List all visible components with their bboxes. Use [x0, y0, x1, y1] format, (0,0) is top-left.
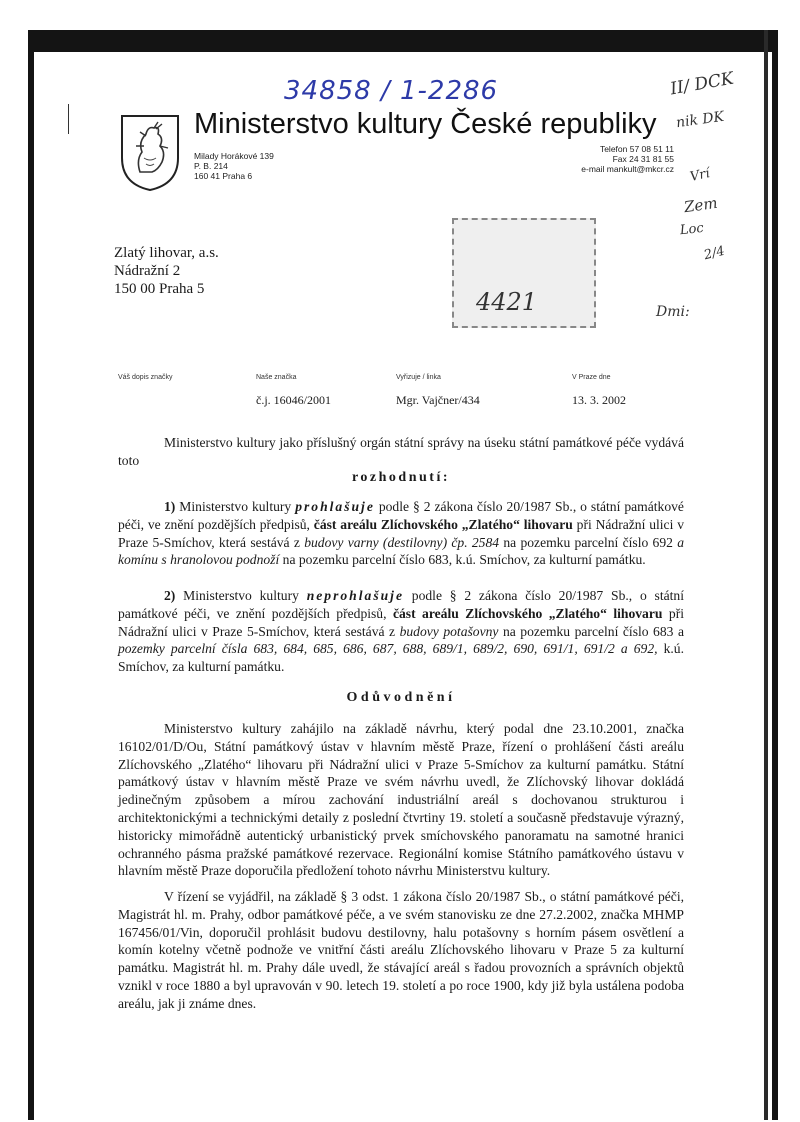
scan-border-left [28, 30, 34, 1120]
state-emblem-icon [118, 112, 182, 192]
handled-by: Mgr. Vajčner/434 [396, 393, 480, 407]
letter-date: 13. 3. 2002 [572, 393, 626, 407]
decision-number: 1) [164, 499, 176, 514]
intro-paragraph [118, 434, 684, 470]
handwritten-note-second: nik DK [675, 108, 726, 132]
handwritten-doc-note: Dmi: [656, 304, 690, 320]
ministry-name: Ministerstvo kultury České republiky [194, 108, 657, 140]
address-line: Milady Horákové 139 [194, 151, 274, 161]
decision-object: budovy potašovny [399, 623, 499, 639]
decision-text: při Nádražní ulici v Praze 5-Smíchov, která sestává z [118, 516, 684, 550]
scan-border-top [28, 30, 776, 52]
decision-verb: neprohlašuje [306, 588, 404, 603]
contact-email: e-mail mankult@mkcr.cz [581, 164, 674, 174]
decision-heading: rozhodnutí: [351, 470, 451, 485]
our-reference: č.j. 16046/2001 [256, 393, 331, 407]
address-line: 160 41 Praha 6 [194, 171, 253, 181]
scan-border-right-inner [764, 30, 768, 1120]
decision-text: k.ú. Smíchov, za kulturní památku. [118, 641, 684, 675]
decision-object: pozemky parcelní čísla 683, 684, 685, 686, 687, 688, 689/1, 689/2, 690, 691/1, 691/2 a 692, [118, 641, 658, 657]
label-handled-by: Vyřizuje / linka [396, 374, 441, 381]
decision-text: na pozemku parcelní číslo 692 [503, 534, 673, 550]
handwritten-note-top: II/ DCK [668, 68, 736, 100]
handwritten-side-note-2: Zem [682, 193, 719, 217]
decision-number: 2) [164, 588, 176, 603]
recipient-address [114, 244, 219, 298]
decision-verb: prohlašuje [295, 499, 375, 514]
handwritten-side-note-1: Vrí [688, 166, 712, 185]
handwritten-side-note-4: 2/4 [702, 243, 727, 264]
contact-phone: Telefon 57 08 51 11 [599, 144, 674, 154]
contact-fax: Fax 24 31 81 55 [612, 154, 674, 164]
decision-subject: část areálu Zlíchovského „Zlatého“ lihovaru [392, 605, 663, 621]
decision-object: budovy varny (destilovny) čp. 2584 [304, 534, 500, 550]
recipient-company: Zlatý lihovar, a.s. [114, 245, 219, 261]
ministry-address [194, 151, 274, 181]
decision-text: Ministerstvo kultury [179, 499, 292, 514]
punch-mark [68, 104, 69, 134]
decision-subject: část areálu Zlíchovského „Zlatého“ lihovaru [313, 516, 573, 532]
intro-line: péče vydává toto [118, 435, 684, 468]
decision-text: Ministerstvo kultury [183, 588, 299, 603]
recipient-street: Nádražní 2 [114, 263, 181, 279]
decision-1-paragraph [118, 498, 684, 569]
scan-border-right [772, 30, 778, 1120]
decision-2-paragraph [118, 587, 684, 676]
decision-text: na pozemku parcelní číslo 683 a [502, 623, 684, 639]
label-date: V Praze dne [572, 374, 611, 381]
decision-text: podle § 2 zákona číslo 20/1987 Sb., o státní památkové péči, ve znění pozdějších předpisů, [118, 588, 684, 621]
reasoning-paragraph-1: Ministerstvo kultury zahájilo na základě návrhu, který podal dne 23.10.2001, značka 16102/01/D/Ou, Státní památkový ústav v hlavním městě Praze, řízení o prohlášení části areálu Zlíchovského „Zlatého“ lihovaru při Nádražní ulici v Praze 5-Smíchov za kulturní památku. Státní památkový ústav v hlavním městě Praze ve svém návrhu uvedl, že Zlíchovský lihovar dokládá jedinečným způsobem a mírou zachování industriální areál s dochovanou strukturou i architektonickými a technickými detaily z poslední čtvrtiny 19. století a současně představuje výrazný, historicky mimořádně autentický urbanistický prvek smíchovského panoramatu na samotné hranici ochranného pásma pražské památkové rezervace. Regionální komise Státního památkového ústavu v hlavním městě Praze doporučila předložení tohoto návrhu Ministerstvu kultury. [118, 721, 684, 879]
reasoning-paragraph-2: V řízení se vyjádřil, na základě § 3 odst. 1 zákona číslo 20/1987 Sb., o státní památkové péči, Magistrát hl. m. Prahy, odbor památkové péče, a ve svém stanovisku ze dne 27.2.2002, značka MHMP 167456/01/Vin, doporučil prohlásit budovu destilovny, halu potašovny s horním pásem osvětlení a komín kotelny včetně podnože ve vnitřní části areálu Zlíchovského lihovaru v Praze 5 za kulturní památku. Magistrát hl. m. Prahy dále uvedl, že stávající areál s řadou provozních a správních objektů vznikl v roce 1880 a byl upravován v 90. letech 19. století a po roce 1900, kdy již byla ustálena podoba areálu, jak ji známe dnes. [118, 889, 684, 1011]
handwritten-side-note-3: Loc [679, 220, 705, 239]
label-your-ref: Váš dopis značky [118, 374, 173, 381]
reasoning-heading: Odůvodnění [346, 690, 456, 705]
ministry-contact [581, 144, 674, 174]
address-line: P. B. 214 [194, 161, 228, 171]
decision-text: podle § 2 zákona číslo 20/1987 Sb., o státní památkové péči, ve znění pozdějších předpisů, [118, 499, 684, 532]
intro-line: Ministerstvo kultury jako příslušný orgán státní správy na úseku státní památkové [164, 435, 613, 450]
recipient-city: 150 00 Praha 5 [114, 281, 205, 297]
label-our-ref: Naše značka [256, 374, 297, 381]
decision-object: a komínu s hranolovou podnoží [118, 534, 685, 568]
handwritten-reference-number: 34858 / 1-2286 [284, 76, 499, 106]
stamp-registration-number: 4421 [476, 288, 538, 316]
decision-text: na pozemku parcelní číslo 683, k.ú. Smíchov, za kulturní památku. [282, 552, 646, 568]
decision-text: při Nádražní ulici v Praze 5-Smíchov, která sestává z [118, 605, 684, 639]
